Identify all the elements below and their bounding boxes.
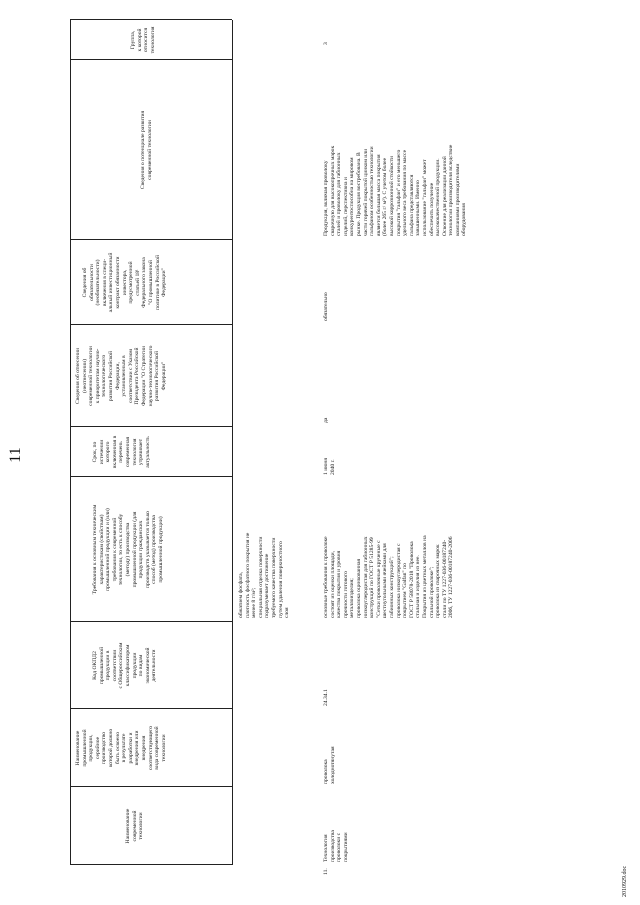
header-technology-name: Наименование современной технологии — [125, 808, 145, 844]
row-potential: Продукция, включая проволоку сварочную для высокопрочных марок сталей и проволоку для габионных изделий, перспективна и конкурентоспособна на мировом рынке. Продукция востребована. В части горячей покрытой цинком или гальфаном особенностью технологии является большая масса покрытия (более 265 г/ м²). С учетом более высокой коррозионной стойкости покрытия "гальфан" и его меньшего удельного веса требования по массе гальфана представляются завышенными. Именно использование "гальфан" может обеспечить получение высококачественной продукции. Освоение для реализации данной технологии производителя вследствие компаниями производителями оборудования — [323, 144, 468, 236]
header-bottom-border — [232, 20, 233, 865]
row-requirements: основные требования к проволоке состоят из оценки площади, качества покрытия и уровня прочности готового металлоизделия; проволока оцинкованная низкоуглеродистая для габионных конструкций по ГОСТ Р 51285-99 "Сетки проволочные крученые с шестиугольными ячейками для габионных конструкций"; проволока низкоуглеродистая с покрытием "Galfan" по ГОСТ Р 58078-2018 "Проволока стальная и изделия из нее. Покрытия из цветных металлов на стальной проволоке"; проволока из сварочных марок стали по ТУ 1227-036-00187240- 2006, ТУ 1227-036-00187240-2006 — [323, 535, 455, 618]
row-obligation: обязательно — [323, 292, 329, 321]
table-right-border — [70, 19, 232, 20]
table-top-border — [70, 20, 71, 865]
col-divider — [70, 786, 232, 787]
table-left-border — [70, 864, 232, 865]
col-divider — [70, 476, 232, 477]
continuation-text: обжатием фосфата, плотность фосфатного покрытия не менее 8 г/м²; специальная отделка поверхности подразумевает достижение требуемого качества поверхности путем удаления поверхностного слоя — [238, 532, 291, 618]
header-deadline: Срок, по истечении которого включенная в перечень современная технология утрачивает актуальность — [92, 435, 151, 469]
col-divider — [70, 426, 232, 427]
row-technology: Технология производства проволоки с покрытиями — [323, 830, 349, 862]
row-deadline: 1 июня 2040 г. — [323, 458, 336, 475]
header-potential: Сведения о потенциале развития современной технологии — [140, 110, 153, 190]
header-requirements: Требования к основным техническим характеристикам (свойствам) промышленной продукции и (или) требования к современной технологии, то есть к способу (методу) производства промышленной продукции (для продукции гражданских производств указывается только способ (метод) производства промышленной продукции) — [92, 504, 164, 595]
col-divider — [70, 324, 232, 325]
file-name-footer: 2010929.doc — [622, 865, 628, 897]
col-divider — [70, 708, 232, 709]
header-product-name: Наименование промышленной продукции, серийное производство которой должно быть освоено в результате разработки и внедрения или внедрения соответствующего вида современной технологии — [75, 725, 167, 771]
row-group: 3 — [323, 42, 329, 45]
col-divider — [70, 59, 232, 60]
header-priority-info: Сведения об отнесении (неотнесении) современной технологии к приоритетам научно- технологического развития Российской Федерации, установленным в соответствии с Указом Президента Российской Федерации "О Стратегии научно-технологического развития Российской Федерации" — [75, 345, 167, 407]
header-okpd2-code: Код ОКПД2 промышленной продукции в соответствии с Общероссийским классификатором продукции по видам экономической деятельности — [92, 642, 158, 689]
row-code: 24.34.1 — [323, 689, 329, 706]
col-divider — [70, 621, 232, 622]
row-priority: да — [323, 417, 329, 423]
row-number: 11. — [323, 868, 329, 875]
page-number: 11 — [7, 447, 24, 463]
header-obligation-info: Сведения об обязательности (необязательности) включения в специ- альный инвестиционный контракт обязанности инвестора, предусмотренной статьей 18¹ Федерального закона "О промышленной политике в Российской Федерации" — [82, 252, 168, 313]
col-divider — [70, 239, 232, 240]
header-group: Группа, к которой относится технология — [130, 26, 156, 54]
row-product: проволока холоднотянутая — [323, 746, 336, 784]
